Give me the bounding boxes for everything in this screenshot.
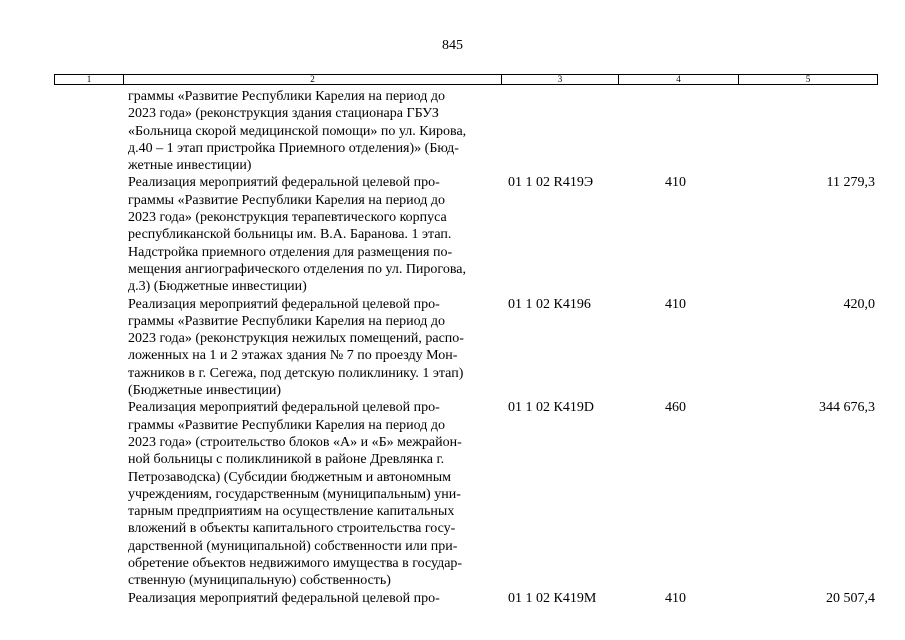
- table-body: [0, 88, 905, 607]
- header-col-1: 1: [55, 75, 124, 84]
- row-code: 01 1 02 К419D: [508, 400, 594, 416]
- row-description: граммы «Развитие Республики Карелия на период до 2023 года» (реконструкция здания стационара ГБУЗ «Больница скорой медицинской помощи» по ул. Кирова, д.40 – 1 этап пристройка Приемного отделения)» (Бюд- жетные инвестиции): [128, 89, 467, 174]
- table-header: [54, 74, 878, 85]
- row-sum: 11 279,3: [826, 175, 875, 191]
- row-expense-type: 410: [665, 296, 686, 312]
- row-description: Реализация мероприятий федеральной целевой про-: [128, 590, 440, 606]
- row-expense-type: 460: [665, 400, 686, 416]
- row-expense-type: 410: [665, 590, 686, 606]
- row-sum: 420,0: [843, 296, 875, 312]
- row-sum: 344 676,3: [819, 400, 875, 416]
- row-description: Реализация мероприятий федеральной целевой про- граммы «Развитие Республики Карелия на период до 2023 года» (строительство блоков «А» и «Б» межрайон- ной больницы с поликлиникой в районе Древлянка г. Петрозаводска) (Субсидии бюджетным и автономным учреждениям, государственным (муниципальным) уни- тарным предприятиям на осуществление капитальных вложений в объекты капитального строительства госу- дарственной (муниципальной) собственности или при- обретение объектов недвижимого имущества в государ- ственную (муниципальную) собственность): [128, 400, 463, 589]
- header-col-4: 4: [619, 75, 739, 84]
- table-row: [0, 296, 905, 400]
- header-col-2: 2: [124, 75, 502, 84]
- table-row: [0, 88, 905, 174]
- row-sum: 20 507,4: [826, 590, 875, 606]
- header-col-3: 3: [502, 75, 619, 84]
- row-description: Реализация мероприятий федеральной целевой про- граммы «Развитие Республики Карелия на период до 2023 года» (реконструкция нежилых помещений, распо- ложенных на 1 и 2 этажах здания № 7 по проезду Мон- тажников в г. Сегежа, под детскую поликлинику. 1 этап) (Бюджетные инвестиции): [128, 296, 464, 399]
- header-col-5: 5: [805, 74, 811, 84]
- table-row: [0, 174, 905, 295]
- table-row: [0, 399, 905, 589]
- table-row: [0, 590, 905, 607]
- row-code: 01 1 02 К4196: [508, 296, 591, 312]
- row-code: 01 1 02 К419М: [508, 590, 597, 606]
- row-expense-type: 410: [665, 175, 686, 191]
- row-code: 01 1 02 R419Э: [508, 175, 594, 191]
- row-description: Реализация мероприятий федеральной целевой про- граммы «Развитие Республики Карелия на период до 2023 года» (реконструкция терапевтического корпуса республиканской больницы им. В.А. Баранова. 1 этап. Надстройка приемного отделения для размещения по- мещения ангиографического отделения по ул. Пирогова, д.3) (Бюджетные инвестиции): [128, 175, 466, 295]
- page-number: 845: [442, 38, 463, 53]
